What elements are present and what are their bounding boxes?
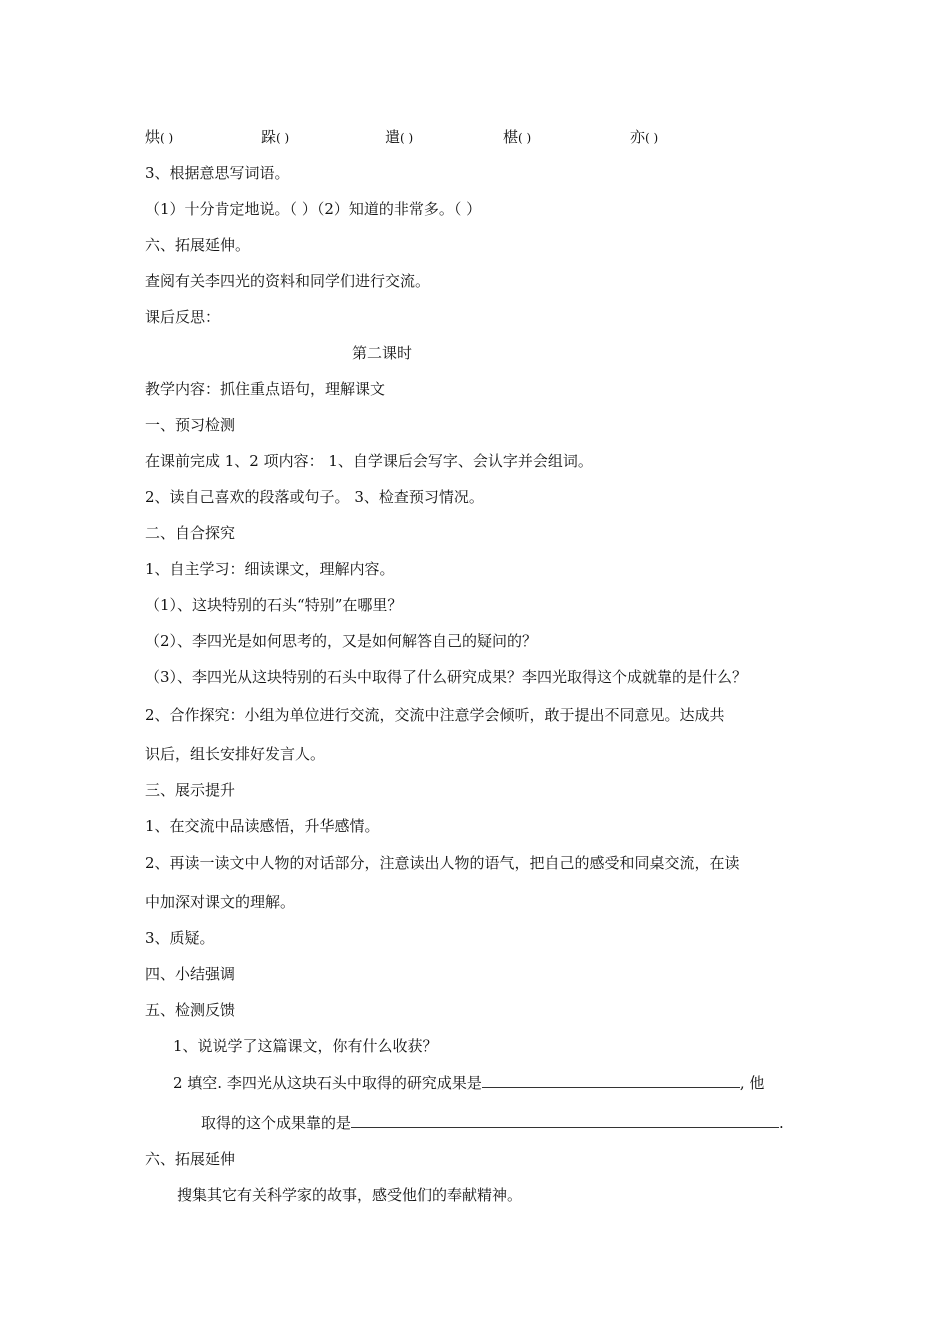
body-text: 在课前完成 1、2 项内容： 1、自学课后会写字、会认字并会组词。 <box>145 452 593 470</box>
body-text: 2、读自己喜欢的段落或句子。 3、检查预习情况。 <box>145 488 484 506</box>
section-item: 3、根据意思写词语。 <box>145 164 290 182</box>
teaching-content: 教学内容：抓住重点语句，理解课文 <box>145 380 386 398</box>
body-text: 中加深对课文的理解。 <box>145 893 296 911</box>
body-text: 1、在交流中品读感悟，升华感情。 <box>145 817 380 835</box>
char: 烘 <box>145 128 161 146</box>
question-item: （3）、李四光从这块特别的石头中取得了什么研究成果？李四光取得这个成就靠的是什么？ <box>145 668 748 686</box>
section-heading: 四、小结强调 <box>145 965 236 983</box>
section-heading: 六、拓展延伸。 <box>145 236 251 254</box>
section-heading: 六、拓展延伸 <box>145 1150 236 1168</box>
fill-blank-prompt: 取得的这个成果靠的是 <box>201 1114 352 1132</box>
section-heading: 三、展示提升 <box>145 781 236 799</box>
body-text: 1、自主学习：细读课文，理解内容。 <box>145 560 395 578</box>
char: 椹 <box>503 128 519 146</box>
body-text: 识后，组长安排好发言人。 <box>145 745 326 763</box>
char-item <box>145 127 173 148</box>
char-item <box>261 127 289 148</box>
body-text: 2、合作探究：小组为单位进行交流，交流中注意学会倾听，敢于提出不同意见。达成共 <box>145 706 725 724</box>
fill-blank-prompt: 2 填空. 李四光从这块石头中取得的研究成果是 <box>173 1074 482 1092</box>
feedback-question: 1、说说学了这篇课文，你有什么收获？ <box>173 1037 438 1055</box>
pinyin-brackets: ( ) <box>518 131 532 145</box>
pinyin-brackets: ( ) <box>160 131 174 145</box>
fill-blank-suffix: . <box>779 1114 784 1132</box>
char-item <box>630 127 658 148</box>
fill-blank-line-1 <box>173 1073 764 1093</box>
char: 亦 <box>630 128 646 146</box>
lesson-title: 第二课时 <box>352 344 413 362</box>
word-writing-prompts: （1）十分肯定地说。（ ）（2）知道的非常多。（ ） <box>145 200 482 218</box>
answer-blank[interactable] <box>351 1113 779 1128</box>
char: 跺 <box>261 128 277 146</box>
fill-blank-suffix: , 他 <box>739 1074 765 1092</box>
body-text: 查阅有关李四光的资料和同学们进行交流。 <box>145 272 431 290</box>
pinyin-brackets: ( ) <box>645 131 659 145</box>
question-item: （2）、李四光是如何思考的，又是如何解答自己的疑问的？ <box>145 632 538 650</box>
body-text: 3、质疑。 <box>145 929 215 947</box>
question-item: （1）、这块特别的石头“特别”在哪里？ <box>145 596 403 614</box>
body-text: 2、再读一读文中人物的对话部分，注意读出人物的语气，把自己的感受和同桌交流，在读 <box>145 854 740 872</box>
pinyin-brackets: ( ) <box>400 131 414 145</box>
char-item <box>503 127 531 148</box>
section-heading: 二、自合探究 <box>145 524 236 542</box>
char: 遣 <box>385 128 401 146</box>
pinyin-brackets: ( ) <box>276 131 290 145</box>
section-heading: 五、检测反馈 <box>145 1001 236 1019</box>
fill-blank-line-2 <box>201 1113 784 1133</box>
body-text: 搜集其它有关科学家的故事，感受他们的奉献精神。 <box>177 1186 523 1204</box>
answer-blank[interactable] <box>482 1073 740 1088</box>
section-heading: 一、预习检测 <box>145 416 236 434</box>
reflection-label: 课后反思： <box>145 308 221 326</box>
char-item <box>385 127 413 148</box>
